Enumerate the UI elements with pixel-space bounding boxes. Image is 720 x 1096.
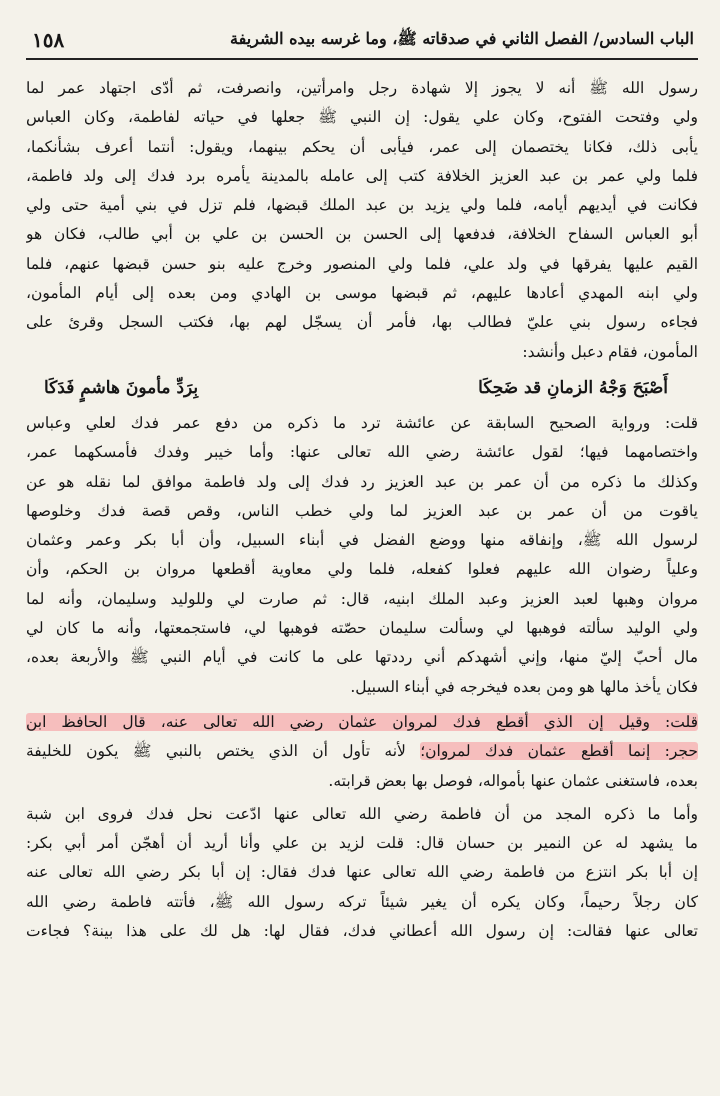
text-line: فكان يأخذ مالها هو ومن بعده فيخرجه في أبناء السبيل. <box>350 677 698 696</box>
verse-second-hemistich: بِرَدِّ مأمونَ هاشمٍ فَدَكَا <box>44 377 199 398</box>
text-line: وأما ما ذكره المجد من أن فاطمة رضي الله تعالى عنها ادّعت نحل فدك فروى ابن شبة <box>26 804 698 823</box>
paragraph-4 <box>26 800 698 946</box>
text-line: رسول الله ﷺ أنه لا يجوز إلا شهادة رجل وامرأتين، وانصرفت، ثم أدّى اجتهاد عمر لما <box>26 79 698 97</box>
text-line: إن أبا بكر انتزع من فاطمة رضي الله تعالى عنها فدك فقال: إن أبا بكر رضي الله تعالى عنه <box>26 863 698 882</box>
text-line: قلت: ورواية الصحيح السابقة عن عائشة ترد ما ذكره من دفع عمر فدك لعلي وعباس <box>26 413 698 432</box>
page-number: ١٥٨ <box>32 28 65 52</box>
paragraph-3 <box>26 708 698 796</box>
highlight-mark: حجر: إنما أقطع عثمان فدك لمروان؛ <box>420 742 698 761</box>
text-line: وكذلك ما ذكره من أن عمر بن عبد العزيز رد فدك إلى ولد فاطمة موافق لما نقله هو عن <box>26 472 698 491</box>
text-line: وعلياً رضوان الله عليهم فعلوا كفعله، فلما ولي معاوية أقطعها مروان بن الحكم، وأن <box>26 560 698 579</box>
text-line: ولي وفتحت الفتوح، وكان علي يقول: إن النبي ﷺ جعلها في حياته لفاطمة، وكان العباس <box>26 108 698 127</box>
text-line: لرسول الله ﷺ، وإنفاقه منها ووضع الفضل في أبناء السبيل، وأن أبا بكر وعمر وعثمان <box>26 531 698 550</box>
text-line: القيم عليها يفرقها في ولد علي، فلما ولي المنصور وخرج عليه بنو حسن قبضها عنهم، فلما <box>26 254 698 273</box>
text-line: فلما ولي عمر بن عبد العزيز الخلافة كتب إلى عامله بالمدينة يأمره برد فدك إلى ولد فاطمة، <box>26 166 698 185</box>
text-line <box>26 737 698 766</box>
highlight-mark: قلت: وقيل إن الذي أقطع فدك لمروان عثمان رضي الله تعالى عنه، قال الحافظ ابن <box>26 712 698 731</box>
text-line: ياقوت من أن عمر بن عبد العزيز لما ولي خطب الناس، وقص قصة فدك وخلوصها <box>26 501 698 520</box>
page-header <box>26 28 698 60</box>
text-fragment: لأنه تأول أن الذي يختص بالنبي ﷺ يكون للخليفة <box>26 742 421 761</box>
text-line: فجاءه رسول بني عليّ فطالب بها، فأمر أن يسجّل لهم بها، فكتب السجل وقرئ على <box>26 313 698 332</box>
text-line: ولي الوليد سألته فوهبها لي وسألت سليمان حصّته فوهبها لي، فاستجمعتها، وأنه ما كان لي <box>26 619 698 638</box>
page-body <box>26 74 698 946</box>
paragraph-2 <box>26 409 698 702</box>
verse-first-hemistich: أَصْبَحَ وَجْهُ الزمانِ قد ضَحِكَا <box>478 377 668 398</box>
text-line: كان رجلاً رحيماً، وكان يكره أن يغير شيئاً تركه رسول الله ﷺ، فأتته فاطمة رضي الله <box>26 892 698 911</box>
text-line: واختصامهما فيها؛ لقول عائشة رضي الله تعالى عنها: وأما خيبر وفدك فأمسكهما عمر، <box>26 443 698 462</box>
text-line: مروان وهبها لعبد العزيز وعبد الملك ابنيه، قال: ثم صارت لي وللوليد وسليمان، وأنه لما <box>26 589 698 608</box>
paragraph-1 <box>26 74 698 367</box>
text-line: يأبى ذلك، فكانا يختصمان إلى عمر، فيأبى أن يحكم بينهما، ويقول: أنتما أعرف بشأنكما، <box>26 137 698 156</box>
highlighted-line <box>26 708 698 737</box>
text-line: مال أحبّ إليّ منها، وإني أشهدكم أني رددتها على ما كانت في أيام النبي ﷺ والأربعة بعده، <box>26 648 698 667</box>
text-line: المأمون، فقام دعبل وأنشد: <box>522 342 698 361</box>
text-line: أبو العباس السفاح الخلافة، فدفعها إلى الحسن بن الحسن بن علي بن أبي طالب، فكان هو <box>26 225 698 244</box>
text-line: فكانت في أيديهم أيامه، فلما ولي يزيد بن عبد الملك قبضها، فلم تزل في بني أمية حتى ولي <box>26 196 698 215</box>
text-line: تعالى عنها فقالت: إن رسول الله أعطاني فدك، فقال لها: هل لك على هذا بينة؟ فجاءت <box>26 922 698 941</box>
text-line: ولي ابنه المهدي أعادها عليهم، ثم قبضها موسى بن الهادي ومن بعده إلى أيام المأمون، <box>26 284 698 303</box>
text-line: ما يشهد له عن النمير بن حسان قال: قلت لزيد بن علي وأنا أريد أن أهجّن أمر أبي بكر: <box>26 834 698 853</box>
text-line: بعده، فاستغنى عثمان عنها بأمواله، فوصل بها بعض قرابته. <box>328 771 698 790</box>
poem-verse <box>26 367 698 409</box>
running-title: الباب السادس/ الفصل الثاني في صدقاته ﷺ، وما غرسه بيده الشريفة <box>230 29 694 48</box>
